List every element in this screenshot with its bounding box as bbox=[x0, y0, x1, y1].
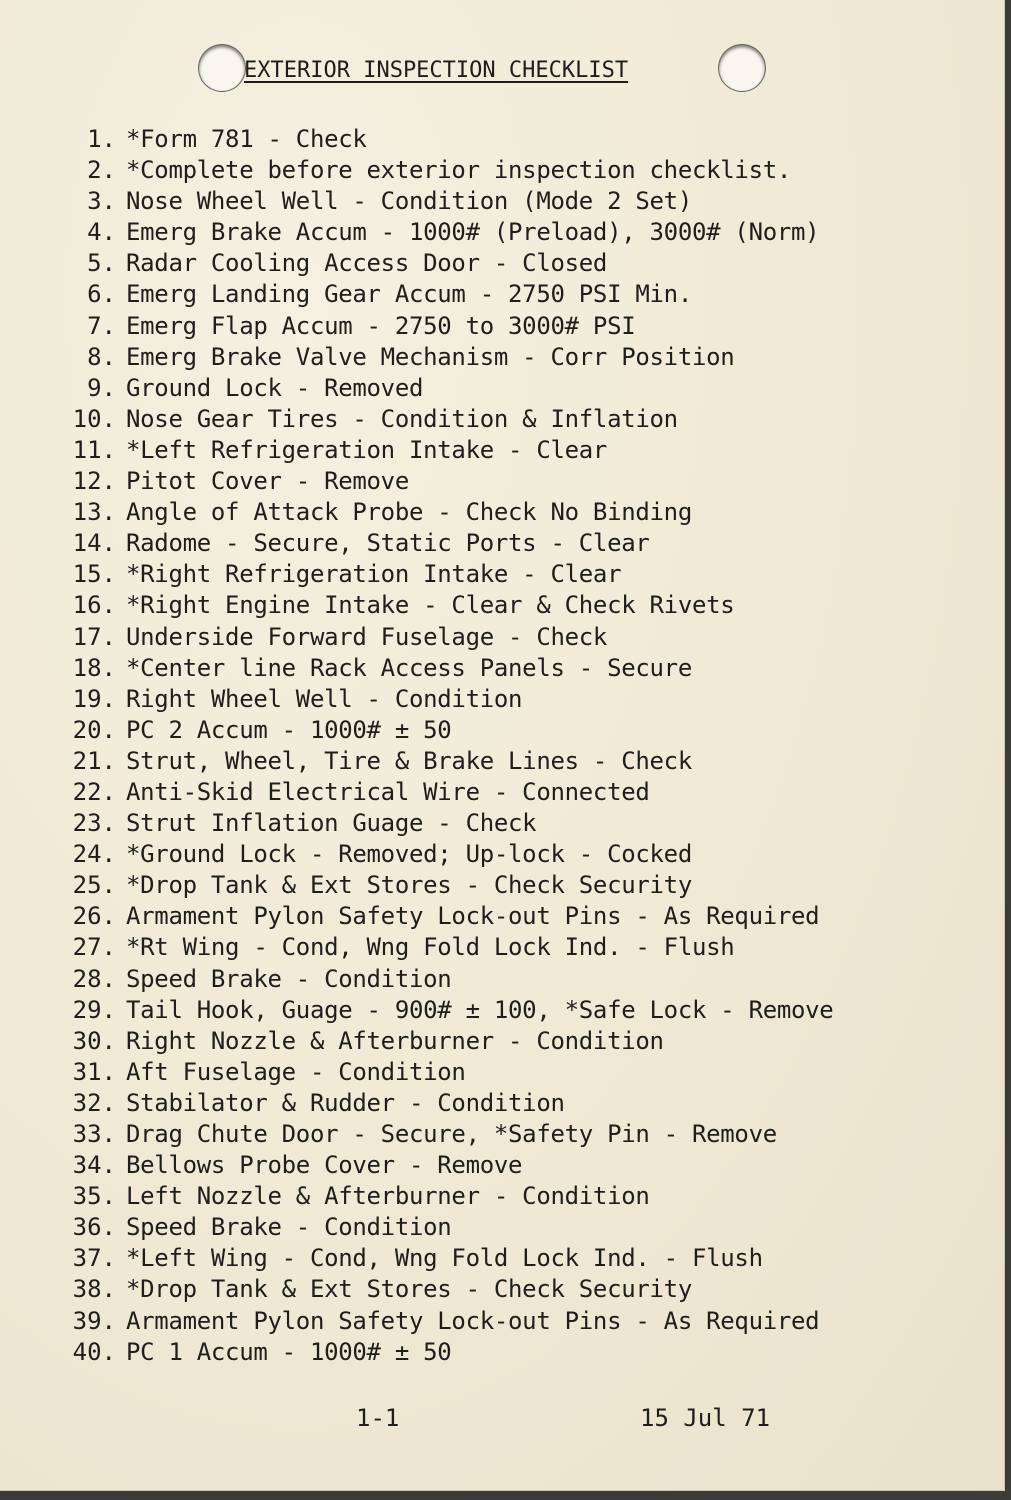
item-number: 10. bbox=[72, 404, 116, 433]
item-number: 2. bbox=[87, 156, 116, 185]
punch-hole-right bbox=[719, 45, 765, 91]
item-number: 31. bbox=[72, 1057, 116, 1086]
item-text: PC 1 Accum - 1000# ± 50 bbox=[126, 1337, 452, 1366]
item-text: Left Nozzle & Afterburner - Condition bbox=[126, 1182, 650, 1211]
checklist-item bbox=[48, 839, 833, 870]
item-number: 14. bbox=[72, 529, 116, 558]
checklist-item bbox=[48, 1274, 833, 1305]
item-number: 34. bbox=[72, 1151, 116, 1180]
item-number: 4. bbox=[87, 218, 116, 247]
item-number: 11. bbox=[72, 435, 116, 464]
checklist-item bbox=[48, 373, 833, 404]
item-text: Nose Wheel Well - Condition (Mode 2 Set) bbox=[126, 187, 692, 216]
checklist-item bbox=[48, 342, 833, 373]
item-text: Aft Fuselage - Condition bbox=[126, 1057, 466, 1086]
item-number: 16. bbox=[72, 591, 116, 620]
page-title: EXTERIOR INSPECTION CHECKLIST bbox=[244, 58, 629, 83]
item-text: Tail Hook, Guage - 900# ± 100, *Safe Lock - Remove bbox=[126, 995, 834, 1024]
item-text: PC 2 Accum - 1000# ± 50 bbox=[126, 715, 452, 744]
item-number: 5. bbox=[87, 249, 116, 278]
item-text: Bellows Probe Cover - Remove bbox=[126, 1151, 523, 1180]
item-text: *Drop Tank & Ext Stores - Check Security bbox=[126, 871, 692, 900]
item-text: Strut Inflation Guage - Check bbox=[126, 809, 537, 838]
page-date: 15 Jul 71 bbox=[640, 1404, 771, 1432]
checklist-item bbox=[48, 217, 833, 248]
item-number: 33. bbox=[72, 1120, 116, 1148]
item-number: 26. bbox=[72, 902, 116, 931]
checklist-item bbox=[48, 995, 833, 1026]
item-number: 20. bbox=[72, 715, 116, 744]
checklist-item bbox=[48, 497, 833, 528]
item-text: *Form 781 - Check bbox=[126, 125, 367, 153]
item-text: Anti-Skid Electrical Wire - Connected bbox=[126, 777, 650, 806]
checklist-item bbox=[48, 404, 833, 435]
item-text: Pitot Cover - Remove bbox=[126, 467, 409, 496]
page-number: 1-1 bbox=[356, 1404, 400, 1432]
item-text: Drag Chute Door - Secure, *Safety Pin - Remove bbox=[126, 1120, 777, 1148]
item-number: 12. bbox=[72, 467, 116, 496]
item-text: *Left Refrigeration Intake - Clear bbox=[126, 435, 608, 464]
item-number: 25. bbox=[72, 871, 116, 900]
item-number: 9. bbox=[87, 373, 116, 402]
item-text: Nose Gear Tires - Condition & Inflation bbox=[126, 404, 678, 433]
item-text: Emerg Brake Valve Mechanism - Corr Position bbox=[126, 342, 735, 371]
item-number: 28. bbox=[72, 964, 116, 993]
item-text: Speed Brake - Condition bbox=[126, 1213, 452, 1242]
item-number: 1. bbox=[87, 125, 116, 153]
item-number: 32. bbox=[72, 1088, 116, 1117]
item-text: Emerg Landing Gear Accum - 2750 PSI Min. bbox=[126, 280, 692, 309]
item-text: *Drop Tank & Ext Stores - Check Security bbox=[126, 1275, 692, 1304]
item-text: Angle of Attack Probe - Check No Binding bbox=[126, 498, 692, 527]
checklist-item bbox=[48, 1026, 833, 1057]
item-text: Speed Brake - Condition bbox=[126, 964, 452, 993]
item-number: 40. bbox=[72, 1337, 116, 1366]
checklist-item bbox=[48, 155, 833, 186]
item-text: *Complete before exterior inspection checklist. bbox=[126, 156, 792, 185]
item-text: Emerg Brake Accum - 1000# (Preload), 3000# (Norm) bbox=[126, 218, 820, 247]
checklist-item bbox=[48, 311, 833, 342]
checklist-item bbox=[48, 1088, 833, 1119]
item-number: 39. bbox=[72, 1306, 116, 1335]
checklist-item bbox=[48, 1337, 833, 1368]
punch-hole-left bbox=[199, 45, 245, 91]
checklist-item bbox=[48, 248, 833, 279]
checklist bbox=[48, 124, 833, 1368]
checklist-item bbox=[48, 1306, 833, 1337]
item-text: Ground Lock - Removed bbox=[126, 373, 424, 402]
checklist-item bbox=[48, 186, 833, 217]
item-number: 22. bbox=[72, 777, 116, 806]
checklist-item bbox=[48, 466, 833, 497]
item-number: 23. bbox=[72, 809, 116, 838]
item-text: Strut, Wheel, Tire & Brake Lines - Check bbox=[126, 746, 692, 775]
item-number: 17. bbox=[72, 622, 116, 651]
checklist-item bbox=[48, 279, 833, 310]
checklist-item bbox=[48, 777, 833, 808]
item-number: 36. bbox=[72, 1213, 116, 1242]
item-text: Right Wheel Well - Condition bbox=[126, 684, 523, 713]
checklist-item bbox=[48, 684, 833, 715]
checklist-item bbox=[48, 932, 833, 963]
item-text: Armament Pylon Safety Lock-out Pins - As Required bbox=[126, 902, 820, 931]
checklist-item bbox=[48, 653, 833, 684]
checklist-item bbox=[48, 901, 833, 932]
item-text: Radar Cooling Access Door - Closed bbox=[126, 249, 608, 278]
item-number: 21. bbox=[72, 746, 116, 775]
item-text: Radome - Secure, Static Ports - Clear bbox=[126, 529, 650, 558]
checklist-item bbox=[48, 964, 833, 995]
item-number: 35. bbox=[72, 1182, 116, 1211]
item-text: *Right Engine Intake - Clear & Check Rivets bbox=[126, 591, 735, 620]
checklist-item bbox=[48, 746, 833, 777]
item-number: 38. bbox=[72, 1275, 116, 1304]
checklist-item bbox=[48, 528, 833, 559]
checklist-item bbox=[48, 1243, 833, 1274]
item-text: *Ground Lock - Removed; Up-lock - Cocked bbox=[126, 840, 692, 869]
checklist-item bbox=[48, 559, 833, 590]
checklist-item bbox=[48, 590, 833, 621]
checklist-item bbox=[48, 435, 833, 466]
item-number: 27. bbox=[72, 933, 116, 962]
checklist-item bbox=[48, 1119, 833, 1150]
checklist-item bbox=[48, 870, 833, 901]
item-text: *Right Refrigeration Intake - Clear bbox=[126, 560, 622, 589]
item-text: Underside Forward Fuselage - Check bbox=[126, 622, 608, 651]
item-number: 13. bbox=[72, 498, 116, 527]
item-number: 7. bbox=[87, 311, 116, 340]
item-number: 24. bbox=[72, 840, 116, 869]
item-number: 19. bbox=[72, 684, 116, 713]
item-number: 29. bbox=[72, 995, 116, 1024]
checklist-item bbox=[48, 622, 833, 653]
item-text: Stabilator & Rudder - Condition bbox=[126, 1088, 565, 1117]
checklist-item bbox=[48, 1212, 833, 1243]
checklist-item bbox=[48, 808, 833, 839]
checklist-item bbox=[48, 124, 833, 155]
checklist-item bbox=[48, 1150, 833, 1181]
item-number: 15. bbox=[72, 560, 116, 589]
item-number: 37. bbox=[72, 1244, 116, 1273]
checklist-item bbox=[48, 1057, 833, 1088]
item-text: Armament Pylon Safety Lock-out Pins - As Required bbox=[126, 1306, 820, 1335]
item-number: 30. bbox=[72, 1026, 116, 1055]
item-text: Right Nozzle & Afterburner - Condition bbox=[126, 1026, 664, 1055]
checklist-item bbox=[48, 1181, 833, 1212]
item-text: Emerg Flap Accum - 2750 to 3000# PSI bbox=[126, 311, 636, 340]
item-text: *Center line Rack Access Panels - Secure bbox=[126, 653, 692, 682]
item-number: 6. bbox=[87, 280, 116, 309]
item-number: 8. bbox=[87, 342, 116, 371]
item-text: *Left Wing - Cond, Wng Fold Lock Ind. - Flush bbox=[126, 1244, 763, 1273]
item-text: *Rt Wing - Cond, Wng Fold Lock Ind. - Flush bbox=[126, 933, 735, 962]
item-number: 3. bbox=[87, 187, 116, 216]
checklist-item bbox=[48, 715, 833, 746]
item-number: 18. bbox=[72, 653, 116, 682]
